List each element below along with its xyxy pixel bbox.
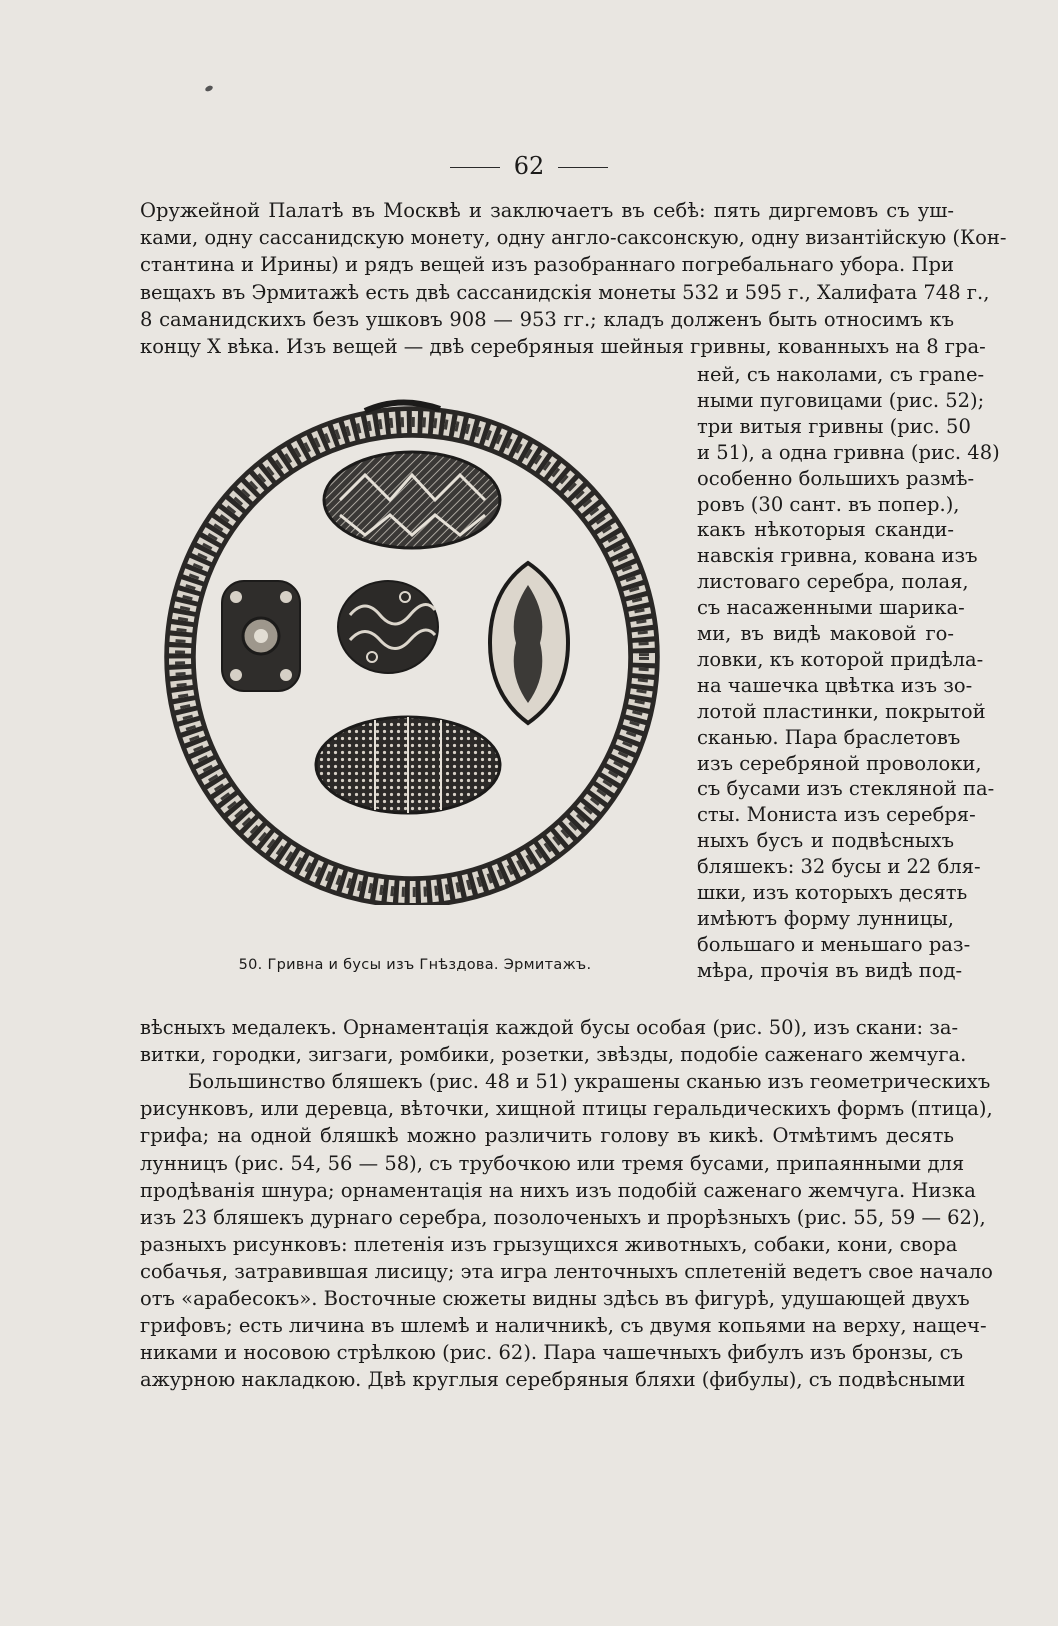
text-line: сканью. Пара браслетовъ: [697, 725, 961, 749]
text-line: разныхъ рисунковъ: плетенія изъ грызущихся животныхъ, собаки, кони, свора: [140, 1232, 958, 1256]
text-line: рисунковъ, или деревца, вѣточки, хищной птицы геральдическихъ формъ (птица),: [140, 1097, 993, 1121]
header-rule-left: [450, 167, 500, 168]
bead-granulated-left: [222, 581, 300, 691]
text-line: Большинство бляшекъ (рис. 48 и 51) украшены сканью изъ геометрическихъ: [188, 1070, 991, 1094]
text-line: стантина и Ирины) и рядъ вещей изъ разобраннаго погребальнаго убора. При: [140, 253, 954, 277]
text-line: никами и носовою стрѣлкою (рис. 62). Пара чашечныхъ фибулъ изъ бронзы, съ: [140, 1341, 963, 1365]
text-line: съ насаженными шарика-: [697, 596, 965, 620]
text-line: отъ «арабесокъ». Восточные сюжеты видны здѣсь въ фигурѣ, удушающей двухъ: [140, 1287, 970, 1310]
text-line: концу X вѣка. Изъ вещей — двѣ серебряныя шейныя гривны, кованныхъ на 8 гра-: [140, 335, 986, 358]
text-line: грифа; на одной бляшкѣ можно различить голову въ кикѣ. Отмѣтимъ десять: [140, 1124, 954, 1148]
text-line: вещахъ въ Эрмитажѣ есть двѣ сассанидскія монеты 532 и 595 г., Халифата 748 г.,: [140, 280, 990, 304]
text-line: ажурною накладкою. Двѣ круглыя серебряныя бляхи (фибулы), съ подвѣсными: [140, 1368, 966, 1392]
text-line: ровъ (30 сант. въ попер.),: [697, 492, 960, 516]
bead-spiral-center: [338, 581, 438, 673]
text-line: грифовъ; есть личина въ шлемѣ и наличникѣ, съ двумя копьями на верху, нащеч-: [140, 1314, 987, 1338]
ink-speck: [204, 85, 213, 93]
text-line: большаго и меньшаго раз-: [697, 932, 971, 956]
text-line: и 51), а одна гривна (рис. 48): [697, 440, 1000, 464]
page-number: 62: [513, 152, 545, 180]
text-line: съ бусами изъ стекляной па-: [697, 777, 995, 801]
text-line: изъ 23 бляшекъ дурнаго серебра, позолоченыхъ и прорѣзныхъ (рис. 55, 59 — 62),: [140, 1205, 986, 1229]
text-line: Оружейной Палатѣ въ Москвѣ и заключаетъ въ себѣ: пять диргемовъ съ уш-: [140, 199, 954, 222]
text-line: имѣютъ форму лунницы,: [697, 906, 954, 930]
text-line: ловки, къ которой придѣла-: [697, 647, 984, 671]
text-line: ми, въ видѣ маковой го-: [697, 622, 954, 645]
text-line: бляшекъ: 32 бусы и 22 бля-: [697, 855, 981, 879]
bead-zigzag-top: [324, 452, 500, 548]
text-line: вѣсныхъ медалекъ. Орнаментація каждой бусы особая (рис. 50), изъ скани: за-: [140, 1016, 959, 1039]
page-header: [0, 152, 1058, 180]
header-rule-right: [558, 167, 608, 168]
text-line: витки, городки, зигзаги, ромбики, розетки, звѣзды, подобіе саженаго жемчуга.: [140, 1043, 967, 1067]
text-line: три витыя гривны (рис. 50: [697, 414, 971, 438]
text-line: навскія гривна, кована изъ: [697, 544, 978, 568]
text-line: ныхъ бусъ и подвѣсныхъ: [697, 829, 954, 853]
text-line: лунницъ (рис. 54, 56 — 58), съ трубочкою или тремя бусами, припаянными для: [140, 1151, 965, 1175]
text-line: ками, одну сассанидскую монету, одну англо-саксонскую, одну византійскую (Кон-: [140, 226, 1007, 250]
text-line: 8 саманидскихъ безъ ушковъ 908 — 953 гг.; кладъ долженъ быть относимъ къ: [140, 307, 954, 331]
text-line: ными пуговицами (рис. 52);: [697, 388, 985, 412]
text-line: на чашечка цвѣтка изъ зо-: [697, 673, 973, 697]
figure-torque-and-beads: [150, 385, 670, 905]
text-line: изъ серебряной проволоки,: [697, 751, 982, 775]
text-line: какъ нѣкоторыя сканди-: [697, 518, 954, 542]
text-line: листоваго серебра, полая,: [697, 570, 969, 594]
pendant-right: [490, 563, 568, 723]
text-line: сты. Мониста изъ серебря-: [697, 803, 976, 827]
text-line: особенно большихъ размѣ-: [697, 466, 975, 490]
text-line: шки, изъ которыхъ десять: [697, 881, 968, 904]
text-line: лотой пластинки, покрытой: [697, 699, 986, 723]
figure-caption: 50. Гривна и бусы изъ Гнѣздова. Эрмитажъ.: [238, 957, 592, 973]
text-line: ней, съ наколами, съ грane-: [697, 363, 985, 386]
bead-dotted-bottom: [316, 717, 500, 813]
text-line: собачья, затравившая лисицу; эта игра ленточныхъ сплетеній ведетъ свое начало: [140, 1259, 993, 1283]
text-line: продѣванія шнура; орнаментація на нихъ изъ подобій саженаго жемчуга. Низка: [140, 1178, 976, 1202]
text-line: мѣра, прочія въ видѣ под-: [697, 958, 963, 982]
